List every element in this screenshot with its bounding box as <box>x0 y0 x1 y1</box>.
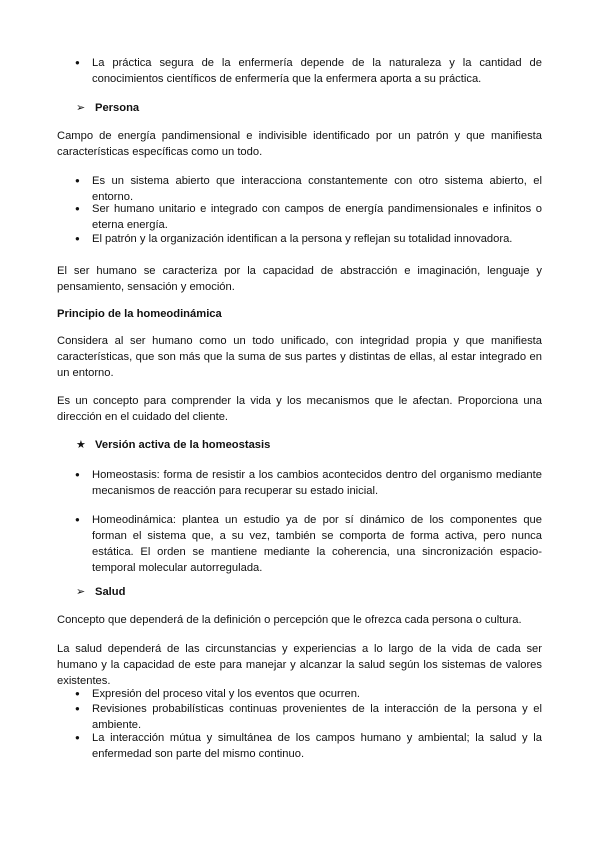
section-heading-salud: Salud <box>95 586 126 598</box>
list-item: ● Expresión del proceso vital y los eventos que ocurren. <box>92 686 542 702</box>
paragraph: El ser humano se caracteriza por la capacidad de abstracción e imaginación, lenguaje y pensamiento, sensación y emoción. <box>57 265 542 293</box>
list-item: ● Homeostasis: forma de resistir a los cambios acontecidos dentro del organismo mediante mecanismos de reacción para recuperar su estado inicial. <box>92 467 542 499</box>
arrow-bullet-icon: ➢ <box>76 586 86 598</box>
section-heading-persona: Persona <box>95 102 140 114</box>
list-item: ● Ser humano unitario e integrado con campos de energía pandimensionales e infinitos o eterna energía. <box>92 201 542 233</box>
list-item: ● Revisiones probabilísticas continuas provenientes de la interacción de la persona y el ambiente. <box>92 701 542 733</box>
list-item: ● La interacción mútua y simultánea de los campos humano y ambiental; la salud y la enfermedad son parte del mismo continuo. <box>92 730 542 762</box>
paragraph: Concepto que dependerá de la definición o percepción que le ofrezca cada persona o cultura. <box>57 614 522 626</box>
list-item: ● Homeodinámica: plantea un estudio ya de por sí dinámico de los componentes que forman el sistema que, a su vez, también se comporta de forma activa, pero nunca estática. El orden se mantiene mediante la coherencia, una sincronización espacio-temporal molecular autorregulada. <box>92 512 542 576</box>
star-bullet-icon: ★ <box>76 439 86 451</box>
list-item: ● El patrón y la organización identifican a la persona y reflejan su totalidad innovadora. <box>92 231 542 247</box>
paragraph: Considera al ser humano como un todo unificado, con integridad propia y que manifiesta características, que son más que la suma de sus partes y distintas de ellas, al estar integrado en un entorno. <box>57 335 542 379</box>
section-heading-homeodinamica: Principio de la homeodinámica <box>57 308 222 320</box>
paragraph: La salud dependerá de las circunstancias y experiencias a lo largo de la vida de cada ser humano y la capacidad de este para manejar y alcanzar la salud según los sistemas de valores existentes. <box>57 643 542 687</box>
list-item: ● La práctica segura de la enfermería depende de la naturaleza y la cantidad de conocimientos científicos de enfermería que la enfermera aporta a su práctica. <box>92 55 542 87</box>
paragraph: Campo de energía pandimensional e indivisible identificado por un patrón y que manifiesta características específicas como un todo. <box>57 130 542 158</box>
list-item: ● Es un sistema abierto que interacciona constantemente con otro sistema abierto, el entorno. <box>92 173 542 205</box>
section-heading-version-activa: Versión activa de la homeostasis <box>95 439 271 451</box>
arrow-bullet-icon: ➢ <box>76 102 86 114</box>
paragraph: Es un concepto para comprender la vida y los mecanismos que le afectan. Proporciona una dirección en el cuidado del cliente. <box>57 395 542 423</box>
